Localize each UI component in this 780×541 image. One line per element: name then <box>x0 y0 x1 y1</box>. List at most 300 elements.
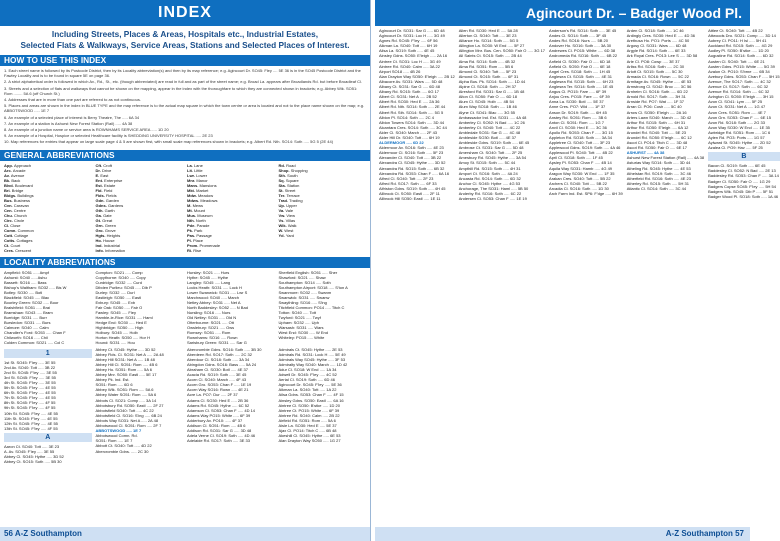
index-entry: ASHURST ..... 4A 38 <box>626 150 665 156</box>
index-entry: Aldermoor Av. SO16: Soth ..... 4E 23 <box>379 145 444 151</box>
locality-entry: Swanwick: SO31 ..... Swanw <box>278 294 330 300</box>
locality-entry: Hythe: SO45 ..... Hythe <box>187 274 229 280</box>
index-entry: Atherley Rd. SO15: Soth ..... 5H 31 <box>626 180 689 186</box>
index-entry: Arrow Cl. SO50: E'leigh ..... 2A 16 <box>626 109 687 115</box>
locality-entry: Nursling: SO16 ..... Nurs <box>187 309 231 315</box>
index-entry: Adams Way PO15: White ..... 6F 39 <box>187 412 251 418</box>
abbr-entry: Up. Upper <box>278 202 297 208</box>
abbr-entry: Lwr. Lower <box>187 172 208 178</box>
index-entry: Alton Cl. SO50: Fair O ..... 6D 18 <box>458 94 518 100</box>
index-entry: Anjou Cres. PO15: Fare ..... 6F 39 <box>549 94 610 100</box>
locality-entry: Marchwood: SO40 ..... March <box>187 294 240 300</box>
index-entry: Armitage Av. SO45: Hythe ..... 4E 53 <box>626 78 692 84</box>
index-entry: Badgers Wlk. SO45: Dib P ..... 5F 51 <box>708 188 774 194</box>
index-entry: 2nd Av. SO40: Tott ..... 3B 22 <box>4 364 56 370</box>
index-entry: Allington Mnr. Bus. Cen. SO50: Fair O ..... 3G 17 <box>458 48 546 54</box>
index-entry: Ajax Cl. PO14: Titch C ..... 6B 48 <box>278 428 337 434</box>
index-entry: Anton Cl. SO51: Rom ..... 1G 7 <box>549 119 604 125</box>
index-entry: Anglesea Rd. SO15: Soth ..... 6H 23 <box>549 78 614 84</box>
howto-item: 8. An example of a junction name or service area is ROWNHAMS SERVICE AREA ..... 1D 20 <box>4 127 169 133</box>
index-entry: Adela Verne Cl. SO19: Soth ..... 4D 46 <box>187 433 256 439</box>
abbr-entry: Mnr. Manor <box>187 177 208 183</box>
abbr-entry: Gdn. Garden <box>95 197 120 203</box>
index-entry: Audley Pl. SO50: B'stke ..... 1D 20 <box>708 48 769 54</box>
index-entry: Adderbury Av. PO10: ..... 4F 37 <box>187 417 243 423</box>
locality-entry: Hamble-le-Rice: SO31 ..... Haml <box>95 314 153 320</box>
index-title: INDEX <box>0 0 370 26</box>
howto-heading: HOW TO USE THIS INDEX <box>0 55 370 66</box>
locality-entry: Eastleigh: SO50 ..... Eastl <box>95 294 142 300</box>
index-entry: Anna La. SO30: Botl ..... 5E 37 <box>549 99 604 105</box>
index-entry: Abbey Pk. Ind. Est. <box>95 377 130 383</box>
index-entry: Arthur Rd. SO50: E'leigh ..... 6A 12 <box>626 124 689 130</box>
index-entry: Arnheim Cl. SO16: Soth ..... 6D 22 <box>626 89 688 95</box>
abbr-entry: Prom. Promenade <box>187 242 221 248</box>
index-entry: Abbey Hill Cl. SO51: Rom ..... 4B 6 <box>95 361 158 367</box>
index-entry: Avon Rd. SO18: Soth ..... 2G 33 <box>708 119 765 125</box>
howto-item: 4. Addresses that are in more than one part are referred to as not continuous. <box>4 97 141 103</box>
locality-entry: Holbury: SO45 ..... Holb <box>95 329 138 335</box>
index-entry: Arlott Ct. SO15: Soth ..... 5C 30 <box>626 68 683 74</box>
locality-entry: Highbridge: SO50 ..... High <box>95 324 144 330</box>
index-entry: Agincourt Dr. SO31: Loc H ..... 3G 49 <box>379 33 445 39</box>
abbr-column <box>187 163 275 253</box>
locality-entry: Exbury: SO45 ..... Exb <box>95 299 136 305</box>
index-entry: Azalea Cl. PO9: Hav ..... 5F 25 <box>708 145 763 151</box>
locality-column <box>96 270 184 345</box>
abbr-entry: Cotts. Cottages <box>4 237 33 243</box>
abbr-entry: Arc. Arcade <box>4 167 26 173</box>
index-entry: Abbotsbury Rd. SO50: Eastl ..... 2F 27 <box>95 402 164 408</box>
index-entry: Alfred Rd. SO17: Soth ..... 6F 33 <box>379 180 437 186</box>
index-entry: Adamson Cl. SO53: Chan F ..... 4D 14 <box>187 407 256 413</box>
index-entry: Aaron Ct. SO40: Tott ..... 3E 23 <box>4 443 60 449</box>
locality-entry: Chilworth: SO16 ..... Chil <box>4 334 48 340</box>
locality-entry: Langley: SO45 ..... Lang <box>187 279 231 285</box>
abbr-entry: Lit. Little <box>187 167 203 173</box>
locality-entry: Old Netley: SO31 ..... Old N <box>187 314 237 320</box>
index-entry: Albert Cl. SO31: Net A ..... 2B 52 <box>379 94 437 100</box>
index-entry: Ark Royal Cres. PO13: Lee S ..... 3D 58 <box>626 53 698 59</box>
index-entry: Arle Cl. PO8: Cowp ..... 3E 37 <box>626 58 680 64</box>
index-entry: Arethusa Ho. PO1: Ports ..... 4C 50 <box>626 38 690 44</box>
index-entry: All Saints Ct. SO15: Soth ..... 2B 44 <box>458 53 522 59</box>
index-column <box>187 347 275 465</box>
index-entry: Applewood Gdns. SO19: Soth ..... 4A 46 <box>549 145 621 151</box>
locality-entry: Hound: SO31 ..... Hou <box>95 339 135 345</box>
index-entry: Baddesley Cl. SO52: N Bad ..... 2E 13 <box>708 168 776 174</box>
index-entry: Alexandra Rd. SO15: Soth ..... 6B 32 <box>379 165 445 171</box>
index-entry: Bacon Cl. SO19: Soth ..... 6E 45 <box>708 163 766 169</box>
abbr-entry: Comn. Common <box>4 227 34 233</box>
index-entry: Abbotsfield SO40: Tott ..... 4C 22 <box>95 407 154 413</box>
abbr-entry: Av. Avenue <box>4 172 25 178</box>
locality-abbr-heading: LOCALITY ABBREVIATIONS <box>0 257 370 268</box>
howto-item: 5. Places and areas are shown in the index in BLUE TYPE and the map reference is to the actual map square in which the town centre or area is located and not to the place name shown on the map; e.g. ABBOTSWOOD ..... 1E 7 <box>4 103 365 114</box>
abbr-entry: Sta. Station <box>278 182 300 188</box>
index-entry: Agincourt Dr. SO31: Sar G ..... 6D 48 <box>379 28 445 33</box>
locality-entry: Compton: SO21 ..... Comp <box>95 269 143 275</box>
abbr-entry: Vs. Villas <box>278 217 296 223</box>
locality-entry: Lower Swanwick: SO31 ..... Lwr S <box>187 289 248 295</box>
index-entry: Abbots Way SO31: Net A ..... 2A 48 <box>95 417 159 423</box>
abbr-entry: Flds. Fields <box>95 192 117 198</box>
index-entry: Atherfield Rd. SO16: Soth ..... 4E 23 <box>626 175 691 181</box>
abbr-entry: Cres. Crescent <box>4 247 32 253</box>
index-entry: 9th St. SO45: F'ley ..... 4F 55 <box>4 405 56 411</box>
index-entry: Albany Rd. SO15: Soth ..... 6G 17 <box>379 89 440 95</box>
abbr-entry: Mkt. Market <box>187 187 209 193</box>
index-entry: Ampthill Rd. SO15: Soth ..... 4H 31 <box>458 165 521 171</box>
index-entry: Abercrombie Gdns. ..... 2C 30 <box>95 448 149 454</box>
index-entry: Abbotswood Comn. Rd. <box>95 433 138 439</box>
index-entry: Alum Cl. SO45: Holb ..... 4B 54 <box>458 99 514 105</box>
index-entry: Aikman La. SO40: Tott ..... 1A 22 <box>278 387 337 393</box>
index-column <box>4 347 92 465</box>
index-entry: Airport SO18 ..... 4B 26 <box>379 68 421 74</box>
abbr-entry: Ent. Enterprise <box>95 177 123 183</box>
index-entry: Arthur Rd. SO15: Soth ..... 6H 31 <box>626 119 686 125</box>
abbr-entry: Cft. Croft <box>95 162 112 168</box>
right-page <box>375 0 780 541</box>
index-entry: Avenue Rd. SO14: Soth ..... 6C 32 <box>708 89 770 95</box>
index-entry: Albion Pl. SO14: Soth ..... 2C 4 <box>379 114 434 120</box>
index-entry: Abbey Ct. SO15: Soth ..... 5B 30 <box>4 459 62 465</box>
index-entry: Alma Rd. SO14: Soth ..... 4B 32 <box>458 58 516 64</box>
index-entry: Anglesea Ct. SO15: Soth ..... 4E 31 <box>549 73 612 79</box>
index-entry: Anchor Cl. SO45: Hythe ..... 4G 53 <box>458 180 521 186</box>
locality-entry: Locks Heath: SO31 ..... Lock H <box>187 284 242 290</box>
locality-entry: Bishop's Waltham: SO32 ..... Bis W <box>4 284 67 290</box>
index-entry: Aintree Ct. PO15: White ..... 6F 39 <box>278 407 340 413</box>
abbr-entry: M. Mews <box>187 202 204 208</box>
abbr-entry: Pl. Place <box>187 237 204 243</box>
index-entry: Aikman La. SO40: Tott ..... 6H 19 <box>379 43 438 49</box>
index-entry: Adams Cl. SO30: Hed E ..... 2B 36 <box>187 397 249 403</box>
index-column <box>279 347 367 465</box>
abbr-entry: Cen. Centre <box>4 207 26 213</box>
index-entry: 7th St. SO45: F'ley ..... 4E 55 <box>4 395 56 401</box>
index-entry: Ardingly Cres. SO30: Hed E ..... 4D 36 <box>626 33 695 39</box>
index-entry: Amberley Ct. SO40: Tott ..... 4C 22 <box>458 124 521 130</box>
index-entry: Atheling Rd. SO45: Hythe ..... 4E 53 <box>626 165 691 171</box>
index-entry: Albert Rd. Sth. SO14: Soth ..... 5G 5 <box>379 109 444 115</box>
index-entry: 3rd St. SO45: F'ley ..... 3E 55 <box>4 374 56 380</box>
locality-entry: Southampton Airport: SO18 ..... S'ton A <box>278 284 348 290</box>
index-entry: Admirals Ct. SO45: Hythe ..... 2E 53 <box>278 346 343 352</box>
index-entry: Adelaide Rd. SO17: Soth ..... 3E 33 <box>187 438 250 444</box>
abbr-entry: Pas. Passage <box>187 232 212 238</box>
locality-entry: Fawley: SO45 ..... Fley <box>95 309 136 315</box>
abbr-entry: Trad. Trading <box>278 197 303 203</box>
abbr-entry: Circ. Circle <box>4 217 25 223</box>
locality-entry: Ampfield: SO51 ..... Ampf <box>4 269 49 275</box>
index-entry: Ailsa Gdns. SO53: Chan F ..... 4F 15 <box>278 392 344 398</box>
locality-entry: North Baddesley: SO52 ..... N Bad <box>187 304 248 310</box>
index-entry: Amport Ct. SO16: Soth ..... 4A 24 <box>458 170 518 176</box>
index-entry: Aintree Ct. SO31: Loc H ..... 3G 49 <box>379 58 441 64</box>
index-entry: Agnes Rd. SO45: F'ley ..... 6F 56 <box>379 38 438 44</box>
index-entry: Alma Rd. SO51: Rom ..... 5B 6 <box>458 63 514 69</box>
locality-entry: Shawford: SO21 ..... Shaw <box>278 274 326 280</box>
locality-entry: Totton: SO40 ..... Tott <box>278 309 317 315</box>
index-entry: Ascot Cl. PO14: Titch C ..... 3D 48 <box>626 140 688 146</box>
left-page-footer: 56 A-Z Southampton <box>0 527 370 541</box>
abbr-entry: Est. Estate <box>95 182 116 188</box>
index-entry: Arliss Rd. SO16: Soth ..... 2C 30 <box>626 63 685 69</box>
index-entry: Austen Gdns. PO15: White ..... 5G 39 <box>708 63 775 69</box>
index-entry: Aberdour Cl. SO18: Soth ..... 3A 34 <box>187 356 250 362</box>
index-entry: Admiralty Way SO40: March ..... 1D 42 <box>278 361 348 367</box>
right-page-footer: A-Z Southampton 57 <box>375 527 750 541</box>
abbr-entry: Fld. Field <box>95 187 113 193</box>
index-entry: Addison Cl. SO51: Rom ..... 4B 6 <box>187 423 246 429</box>
index-entry: Arran Cl. PO6: Cosh ..... 5C 40 <box>626 104 682 110</box>
index-entry: Aerial Cl. SO19: Soth ..... 6D 46 <box>278 377 335 383</box>
index-column <box>627 28 704 201</box>
index-entry: Asturias Way SO14: Soth ..... 3D 44 <box>626 160 691 166</box>
index-entry: Airfield Rd. SO51: Rom ..... 5A 6 <box>278 417 336 423</box>
index-entry: Abbey Cl. SO45: Hythe ..... 3D 52 <box>4 454 64 460</box>
locality-entry: Horton Heath: SO50 ..... Hor H <box>95 334 150 340</box>
locality-entry: Rownhams: SO16 ..... Rown <box>187 334 238 340</box>
abbr-entry: Shop. Shopping <box>278 167 308 173</box>
index-entry: Baddesley Rd. SO53: Chan F ..... 3A 14 <box>708 173 779 179</box>
index-entry: Abbey Mnr. SO50: Eastl ..... 5E 17 <box>95 372 157 378</box>
index-entry: Albert Rd. Nth. SO14: Soth ..... 2E 44 <box>379 104 446 110</box>
index-entry: Avon Cres. SO51: Rom ..... 4E 7 <box>708 109 766 115</box>
index-entry: Aberdeen Rd. SO17: Soth ..... 2C 32 <box>187 351 252 357</box>
index-column <box>96 347 184 465</box>
locality-abbr-list <box>0 268 370 347</box>
index-entry: Angus Cl. PO15: Fare ..... 6F 39 <box>549 89 607 95</box>
letter-heading: 1 <box>4 349 92 358</box>
abbr-entry: Bri. Bridge <box>4 187 24 193</box>
abbr-entry: Hgts. Heights <box>95 232 121 238</box>
index-entry: Ancasta Rd. SO14: Soth ..... 6D 32 <box>458 175 521 181</box>
abbr-entry: Chu. Church <box>4 212 27 218</box>
index-entry: Abbott Ct. SO40: Tott ..... 4D 22 <box>95 443 152 449</box>
index-entry: Alliance Ho. SO14: Soth ..... 5G 5 <box>458 38 519 44</box>
index-entry: ABBOTSWOOD ..... 1E 7 <box>95 428 142 434</box>
index-entry: Avon Ct. SO31: Net A ..... 1G 47 <box>708 104 766 110</box>
index-entry: Angel Cres. SO18: Soth ..... 1H 45 <box>549 68 611 74</box>
abbr-entry: Bldgs. Buildings <box>4 192 34 198</box>
index-entry: 11th St. SO45: F'ley ..... 4E 55 <box>4 415 58 421</box>
howto-item: 6. An example of a selected place of interest is Berry Theatre, The ..... 6A 34 <box>4 114 140 120</box>
abbr-entry: Mus. Museum <box>187 212 213 218</box>
index-entry: Alder Hill Dr. SO40: Tott ..... 6H 19 <box>379 134 440 140</box>
index-entry: ALDERMOOR ..... 6D 22 <box>379 140 424 146</box>
locality-entry: Sarisbury Green: SO31 ..... Sar G <box>187 339 247 345</box>
locality-entry: Copythorne: SO40 ..... Copy <box>95 274 146 280</box>
abbr-entry: Mt. Mount <box>187 207 206 213</box>
index-entry: April Cl. SO18: Soth ..... 1F 45 <box>549 155 603 161</box>
index-entry: Badger Cl. SO50: Fair O ..... 1G 29 <box>708 178 771 184</box>
index-entry: Alan Drayton Way SO50: E'leigh ..... 2B 12 <box>379 73 455 79</box>
index-entry: Alfred Cl. SO40: Tott ..... 2F 23 <box>379 175 434 181</box>
index-entry: Adwell Dr. SO45: F'ley ..... 4C 52 <box>278 372 337 378</box>
abbr-entry: App. Approach <box>4 162 32 168</box>
abbr-column <box>279 163 367 253</box>
abbr-entry: Pk. Park <box>187 227 203 233</box>
index-entry: Aragon Way SO30: W End ..... 1F 35 <box>549 170 615 176</box>
left-index-columns <box>0 347 370 465</box>
index-entry: Acacia Rd. SO19: Soth ..... 3E 45 <box>187 372 247 378</box>
index-entry: 12th St. SO45: F'ley ..... 4E 55 <box>4 420 58 426</box>
index-entry: Acorn Cl. SO40: March ..... 4F 43 <box>187 377 247 383</box>
abbr-entry: Cl. Close <box>4 222 21 228</box>
index-entry: Amoy St. SO15: Soth ..... 5C 44 <box>458 160 516 166</box>
right-index-columns <box>375 26 780 202</box>
abbr-column <box>4 163 92 253</box>
index-entry: Arundel Rd. SO40: Tott ..... 5E 23 <box>626 129 687 135</box>
locality-entry: Durley: SO32 ..... Durl <box>95 289 135 295</box>
abbr-entry: Wik. Walk <box>278 222 297 228</box>
abbr-entry: Gt. Great <box>95 217 113 223</box>
locality-entry: Titchfield Common: PO14 ..... Titch C <box>278 304 345 310</box>
index-entry: Anson Dr. SO19: Soth ..... 6H 45 <box>549 109 607 115</box>
general-abbr-list <box>0 161 370 255</box>
index-entry: Acorn Gro. SO53: Chan F ..... 1E 19 <box>187 382 252 388</box>
index-entry: Ambrose Ct. SO31: Sar G ..... 5D 48 <box>458 145 524 151</box>
abbr-entry: Mdw. Meadow <box>187 192 214 198</box>
index-entry: Avalon Ct. PO10: S'brne ..... 6B 34 <box>708 68 770 74</box>
index-entry: Abingdon Gdns. SO16: Bass ..... 5A 24 <box>187 361 257 367</box>
intro-line-1: Including Streets, Places & Areas, Hospitals etc., Industrial Estates, <box>51 29 319 39</box>
index-entry: Arundel Rd. SO50: E'leigh ..... 6C 12 <box>626 134 692 140</box>
index-entry: Arakan Cres. SO40: Tott ..... 5B 22 <box>549 175 611 181</box>
index-entry: Allbrook Ct. SO50: Eastl ..... 2F 11 <box>379 191 440 196</box>
locality-entry: Curdridge: SO32 ..... Curd <box>95 279 142 285</box>
abbr-entry: Ter. Terrace <box>278 192 300 198</box>
abbr-entry: Va. Vale <box>278 207 294 213</box>
locality-column <box>4 270 92 345</box>
index-entry: Acorn Way SO16: Rown ..... 4E 21 <box>187 387 249 393</box>
range-title: Agincourt Dr. – Badger Wood Pl. <box>375 0 750 26</box>
abbr-entry: W. West <box>278 227 294 233</box>
index-entry: Anfield Ct. SO50: Fair O ..... 6E 18 <box>549 63 611 69</box>
locality-column <box>279 270 367 345</box>
locality-entry: Dibden Purlieu: SO45 ..... Dib P <box>95 284 152 290</box>
index-entry: Alexander Cl. SO40: Tott ..... 3B 22 <box>379 155 442 161</box>
index-entry: 5th St. SO45: F'ley ..... 4E 55 <box>4 385 56 391</box>
letter-heading: B <box>708 152 780 161</box>
howto-item: 10. Map references for entries that appear on large scale page 4 & 5 are shown first, with small scale map references shown in brackets; e.g. Albert Rd. Nth. SO14: Soth ..... 5G 5 (2E 44) <box>4 139 334 145</box>
locality-entry: Swanmore: SO32 ..... Swanm <box>278 289 332 295</box>
index-entry: Arch Farm Ind. Est. SP6: F'dge ..... 6H 39 <box>549 191 623 196</box>
index-entry: Anne Cres. PO7: Wid ..... 1F 37 <box>549 104 606 110</box>
index-entry: Ashurst New Forest Station (Rail) ..... 4A 38 <box>626 155 705 161</box>
index-entry: Austen Cl. SO40: Tott ..... 6E 21 <box>708 58 765 64</box>
index-entry: Allbrook Hill SO50: Eastl ..... 1E 11 <box>379 196 441 202</box>
letter-heading: A <box>4 433 92 442</box>
abbr-entry: Ct. Court <box>4 242 21 248</box>
abbr-entry: Vw. View <box>278 212 295 218</box>
index-entry: Abbotsfield Cl. SO16: S'ing ..... 6B 24 <box>95 412 162 418</box>
locality-entry: Hursley: SO21 ..... Hurs <box>187 269 230 275</box>
locality-entry: Colden Common: SO21 ..... Col C <box>4 339 65 345</box>
index-entry: Ainsley Gdns. SO50: Eastl ..... 6A 16 <box>278 397 344 403</box>
index-entry: Abbots Cl. SO21: Comp ..... 3A 14 <box>95 397 157 403</box>
locality-entry: Twyford: SO21 ..... Twyf <box>278 314 321 320</box>
abbr-entry: Bus. Business <box>4 197 31 203</box>
index-entry: Admirals Rd. SO31: Lock H ..... 5E 49 <box>278 351 346 357</box>
locality-entry: Ashurst: SO40 ..... Ashu <box>4 274 47 280</box>
locality-entry: Boorley Green: SO32 ..... Boor <box>4 299 59 305</box>
locality-entry: Sherfield English: SO51 ..... Sher <box>278 269 338 275</box>
locality-entry: Warsash: SO31 ..... Wars <box>278 324 324 330</box>
index-entry: Adur Cl. SO18: W End ..... 1A 34 <box>278 367 337 373</box>
locality-entry: Chandler's Ford: SO53 ..... Chan F <box>4 329 66 335</box>
index-entry: Abraham Cl. SO30: Botl ..... 4E 37 <box>187 367 248 373</box>
locality-entry: Upham: SO32 ..... Uph <box>278 319 319 325</box>
index-entry: 8th St. SO45: F'ley ..... 4F 55 <box>4 400 56 406</box>
index-entry: Anglesea Ter. SO14: Soth ..... 1E 45 <box>549 84 614 90</box>
locality-entry: West End: SO30 ..... W End <box>278 329 329 335</box>
index-entry: 6th St. SO45: F'ley ..... 4E 55 <box>4 390 56 396</box>
index-entry: Andromeda Rd. SO16: Soth ..... 6B 22 <box>549 53 618 59</box>
index-entry: Allington La. SO30: W End ..... 5F 27 <box>458 43 525 49</box>
index-entry: Allen Rd. SO30: Hed E ..... 5A 28 <box>458 28 518 33</box>
abbr-entry: Info. Information <box>95 247 126 253</box>
index-entry: Ambleside SO30: Botl ..... 4E 37 <box>458 134 517 140</box>
abbr-entry: Nth. North <box>187 217 206 223</box>
howto-item: 7. An example of a station is Ashurst New Forest Station (Rail) ..... 4A 38 <box>4 120 133 126</box>
index-entry: Amesbury Rd. SO45: Hythe ..... 3A 54 <box>458 155 527 161</box>
index-entry: Armada Cl. SO16: Rown ..... 5C 22 <box>626 73 689 79</box>
index-entry: Arden Cl. SO18: Soth ..... 1C 46 <box>626 28 684 33</box>
index-entry: Alpha Bus. Pk. SO14: Soth ..... 1D 44 <box>458 78 526 84</box>
index-entry: Alexandra Rd. SO53: Chan F ..... 6A 16 <box>379 170 450 176</box>
index-entry: Armstrong Cl. SO42: Broc ..... 3C 56 <box>626 84 692 90</box>
locality-entry: Southampton: SO14 ..... Soth <box>278 279 331 285</box>
index-entry: 10th St. SO45: F'ley ..... 4E 55 <box>4 410 58 416</box>
index-entry: Attwoods Dro. SO21: Comp ..... 3D 14 <box>708 33 776 39</box>
general-abbr-heading: GENERAL ABBREVIATIONS <box>0 150 370 161</box>
locality-entry: Bursledon: SO31 ..... Burs <box>4 319 51 325</box>
index-intro <box>0 26 370 53</box>
index-entry: Almond Cl. SO40: Tott ..... 5F 23 <box>458 68 517 74</box>
index-entry: Aintree Rd. SO40: Calm ..... 3A 22 <box>379 63 440 69</box>
index-entry: Alcantara Cres. SO14: Soth ..... 3C 44 <box>379 124 447 130</box>
abbr-entry: Ho. House <box>95 237 115 243</box>
index-entry: Abbey Wlk. SO51: Rom ..... 5A 6 <box>95 387 154 393</box>
index-entry: Alan Drayton Way SO50 ..... 1G 27 <box>278 438 341 444</box>
index-entry: Abbey Flds. Cl. SO31: Net A ..... 2A 48 <box>95 351 164 357</box>
index-entry: Auckland Rd. SO15: Soth ..... 4G 29 <box>708 43 773 49</box>
index-entry: Avon Cl. SO41: Lym ..... 5F 25 <box>708 99 763 105</box>
index-entry: 1st St. SO45: F'ley ..... 3E 55 <box>4 359 56 365</box>
index-entry: Albion Towers SO14: Soth ..... 3D 44 <box>379 119 445 125</box>
index-entry: Alpine Cl. SO18: Soth ..... 2H 37 <box>458 84 517 90</box>
index-entry: Alexandra Cl. SO45: Hythe ..... 3D 52 <box>379 160 446 166</box>
index-entry: Aubrey Cl. PO11: H Isl ..... 5H 41 <box>708 38 767 44</box>
index-entry: Albacore Av. SO31: Wars ..... 5D 48 <box>379 78 443 84</box>
index-entry: Anfield Cl. SO50: Fair O ..... 6D 18 <box>549 58 611 64</box>
index-entry: Abbey Water SO51: Rom ..... 5A 6 <box>95 392 157 398</box>
index-entry: Addison Rd. SO31: Sar G ..... 3D 48 <box>187 428 252 434</box>
index-entry: Admirals Way SO45: Hythe ..... 3F 53 <box>278 356 346 362</box>
abbr-entry: St. Street <box>278 187 296 193</box>
index-entry: Adams Rd. SO45: Hythe ..... 6C 52 <box>187 402 250 408</box>
locality-entry: Whiteley: PO15 ..... White <box>278 334 325 340</box>
index-entry: Abbey Ct. SO45: Hythe ..... 3D 52 <box>95 346 156 352</box>
abbr-entry: Gth. Garth <box>95 207 115 213</box>
howto-item: 1. Each street name is followed by its Postcode District, then by its Locality abbreviation(s) and then by its map reference; e.g. Agincourt Dr. SO45: Fley .... 5E 36 is in the SO45 Postcode District and the Fawley Locality and is to be found in square 5E on page 36. <box>4 68 361 79</box>
index-entry: Albert Rd. SO30: Hed E ..... 2A 36 <box>379 99 440 105</box>
index-entry: Acre La. PO7: Dur ..... 2F 37 <box>187 392 238 398</box>
